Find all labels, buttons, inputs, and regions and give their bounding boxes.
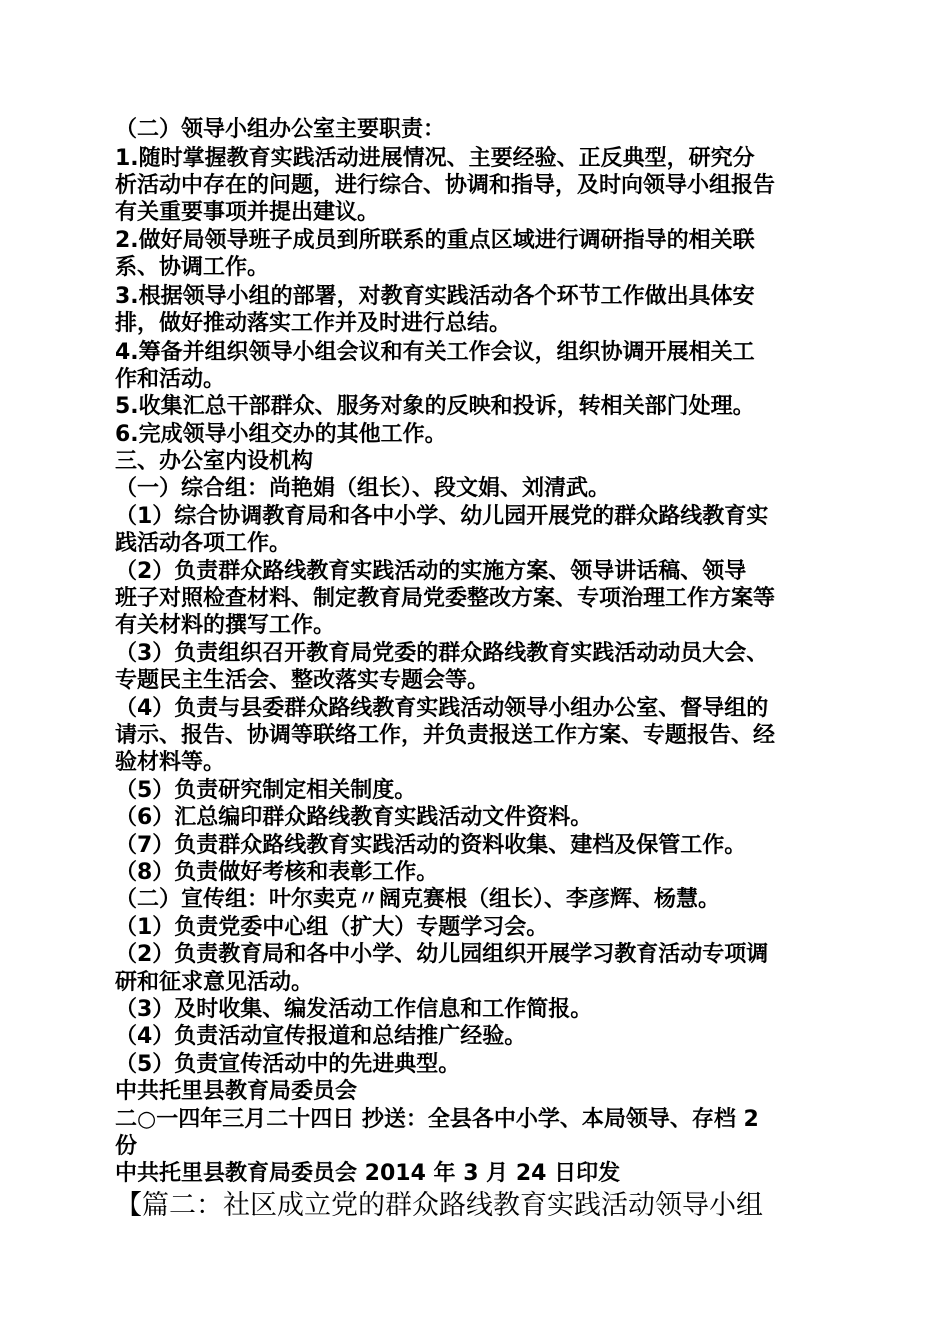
paragraph-line: 验材料等。 — [115, 750, 226, 775]
paragraph-line: （3）及时收集、编发活动工作信息和工作简报。 — [115, 997, 593, 1022]
paragraph-line: （5）负责宣传活动中的先进典型。 — [115, 1052, 461, 1077]
paragraph-line: 5.收集汇总干部群众、服务对象的反映和投诉，转相关部门处理。 — [115, 394, 755, 419]
section-heading: （二）领导小组办公室主要职责： — [115, 117, 446, 142]
paragraph-line: （1）综合协调教育局和各中小学、幼儿园开展党的群众路线教育实 — [115, 504, 769, 529]
paragraph-line: 有关重要事项并提出建议。 — [115, 200, 380, 225]
paragraph-line: （4）负责活动宣传报道和总结推广经验。 — [115, 1024, 527, 1049]
paragraph-line: （2）负责群众路线教育实践活动的实施方案、领导讲话稿、领导 — [115, 559, 747, 584]
signature-org: 中共托里县教育局委员会 — [115, 1079, 358, 1104]
paragraph-line: （3）负责组织召开教育局党委的群众路线教育实践活动动员大会、 — [115, 641, 769, 666]
date-cc-line: 份 — [115, 1134, 138, 1159]
paragraph-line: 作和活动。 — [115, 367, 226, 392]
paragraph-line: （2）负责教育局和各中小学、幼儿园组织开展学习教育活动专项调 — [115, 942, 769, 967]
paragraph-line: 4.筹备并组织领导小组会议和有关工作会议，组织协调开展相关工 — [115, 340, 755, 365]
paragraph-line: 践活动各项工作。 — [115, 531, 292, 556]
section-heading: 三、办公室内设机构 — [115, 449, 314, 474]
paragraph-line: （7）负责群众路线教育实践活动的资料收集、建档及保管工作。 — [115, 833, 747, 858]
issue-line: 中共托里县教育局委员会 2014 年 3 月 24 日印发 — [115, 1161, 621, 1186]
paragraph-line: 有关材料的撰写工作。 — [115, 613, 336, 638]
paragraph-line: 6.完成领导小组交办的其他工作。 — [115, 422, 447, 447]
subsection-heading: （二）宣传组：叶尔卖克〃阔克赛根（组长）、李彦辉、杨慧。 — [115, 887, 721, 912]
paragraph-line: 系、协调工作。 — [115, 255, 270, 280]
subsection-heading: （一）综合组：尚艳娟（组长）、段文娟、刘清武。 — [115, 476, 611, 501]
paragraph-line: 3.根据领导小组的部署，对教育实践活动各个环节工作做出具体安 — [115, 284, 755, 309]
paragraph-line: 班子对照检查材料、制定教育局党委整改方案、专项治理工作方案等 — [115, 586, 776, 611]
paragraph-line: 研和征求意见活动。 — [115, 970, 314, 995]
paragraph-line: 排，做好推动落实工作并及时进行总结。 — [115, 311, 512, 336]
paragraph-line: 专题民主生活会、整改落实专题会等。 — [115, 668, 490, 693]
paragraph-line: （8）负责做好考核和表彰工作。 — [115, 860, 439, 885]
paragraph-line: （5）负责研究制定相关制度。 — [115, 778, 417, 803]
next-section-title: 【篇二：社区成立党的群众路线教育实践活动领导小组 — [115, 1190, 763, 1221]
paragraph-line: （6）汇总编印群众路线教育实践活动文件资料。 — [115, 805, 593, 830]
date-cc-line: 二○一四年三月二十四日 抄送：全县各中小学、本局领导、存档 2 — [115, 1107, 759, 1132]
paragraph-line: 1.随时掌握教育实践活动进展情况、主要经验、正反典型，研究分 — [115, 146, 755, 171]
paragraph-line: 析活动中存在的问题，进行综合、协调和指导，及时向领导小组报告 — [115, 173, 776, 198]
paragraph-line: （4）负责与县委群众路线教育实践活动领导小组办公室、督导组的 — [115, 696, 769, 721]
paragraph-line: 2.做好局领导班子成员到所联系的重点区域进行调研指导的相关联 — [115, 228, 755, 253]
paragraph-line: 请示、报告、协调等联络工作，并负责报送工作方案、专题报告、经 — [115, 723, 776, 748]
paragraph-line: （1）负责党委中心组（扩大）专题学习会。 — [115, 915, 549, 940]
